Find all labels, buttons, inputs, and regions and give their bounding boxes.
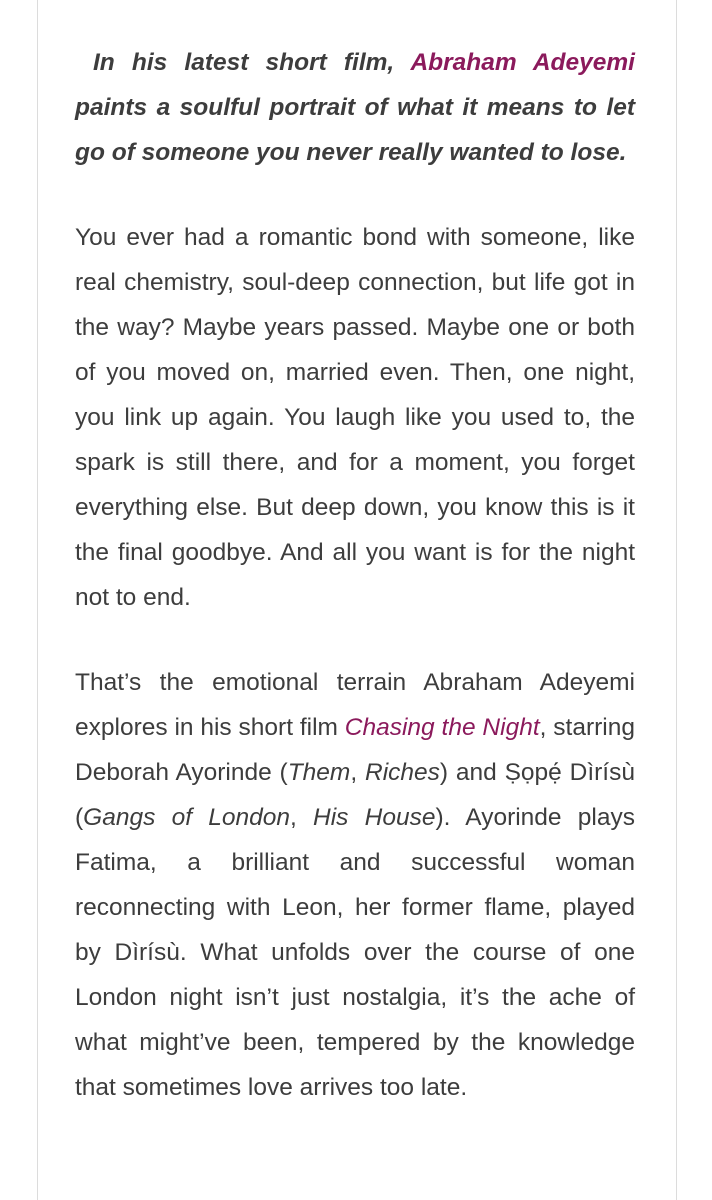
credit-riches: Riches [365, 759, 440, 786]
paragraph-2-text-3: , [350, 759, 365, 786]
article-body [75, 40, 635, 1150]
credit-his-house: His House [313, 804, 436, 831]
paragraph-2-text-5: , [290, 804, 314, 831]
author-link[interactable]: Abraham Adeyemi [410, 49, 635, 76]
paragraph-2-text-6: ). Ayorinde plays Fatima, a brilliant and successful woman reconnecting with Leon, her former flame, played by Dìrísù. What unfolds over the course of one London night isn’t just nostalgia, it’s the ache of what might’ve been, tempered by the knowledge that sometimes love arrives too late. [75, 804, 635, 1101]
paragraph-2 [75, 660, 635, 1110]
paragraph-2-text-1: That’s the emotional terrain Abraham Adeyemi explores in his short film [75, 669, 635, 741]
paragraph-2-text-2: , starring Deborah Ayorinde ( [75, 714, 635, 786]
article-lede [75, 40, 635, 175]
lede-text-after: paints a soulful portrait of what it means to let go of someone you never really wanted to lose. [75, 94, 635, 166]
film-title-link[interactable]: Chasing the Night [344, 714, 540, 741]
paragraph-2-text-4: ) and Ṣọpẹ́ Dìrísù ( [75, 759, 635, 831]
credit-them: Them [287, 759, 351, 786]
paragraph-1: You ever had a romantic bond with someone, like real chemistry, soul-deep connection, but life got in the way? Maybe years passed. Maybe one or both of you moved on, married even. Then, one night, you link up again. You laugh like you used to, the spark is still there, and for a moment, you forget everything else. But deep down, you know this is it the final goodbye. And all you want is for the night not to end. [75, 224, 635, 611]
credit-gangs-of-london: Gangs of London [83, 804, 290, 831]
lede-text-before: In his latest short film, [93, 49, 411, 76]
